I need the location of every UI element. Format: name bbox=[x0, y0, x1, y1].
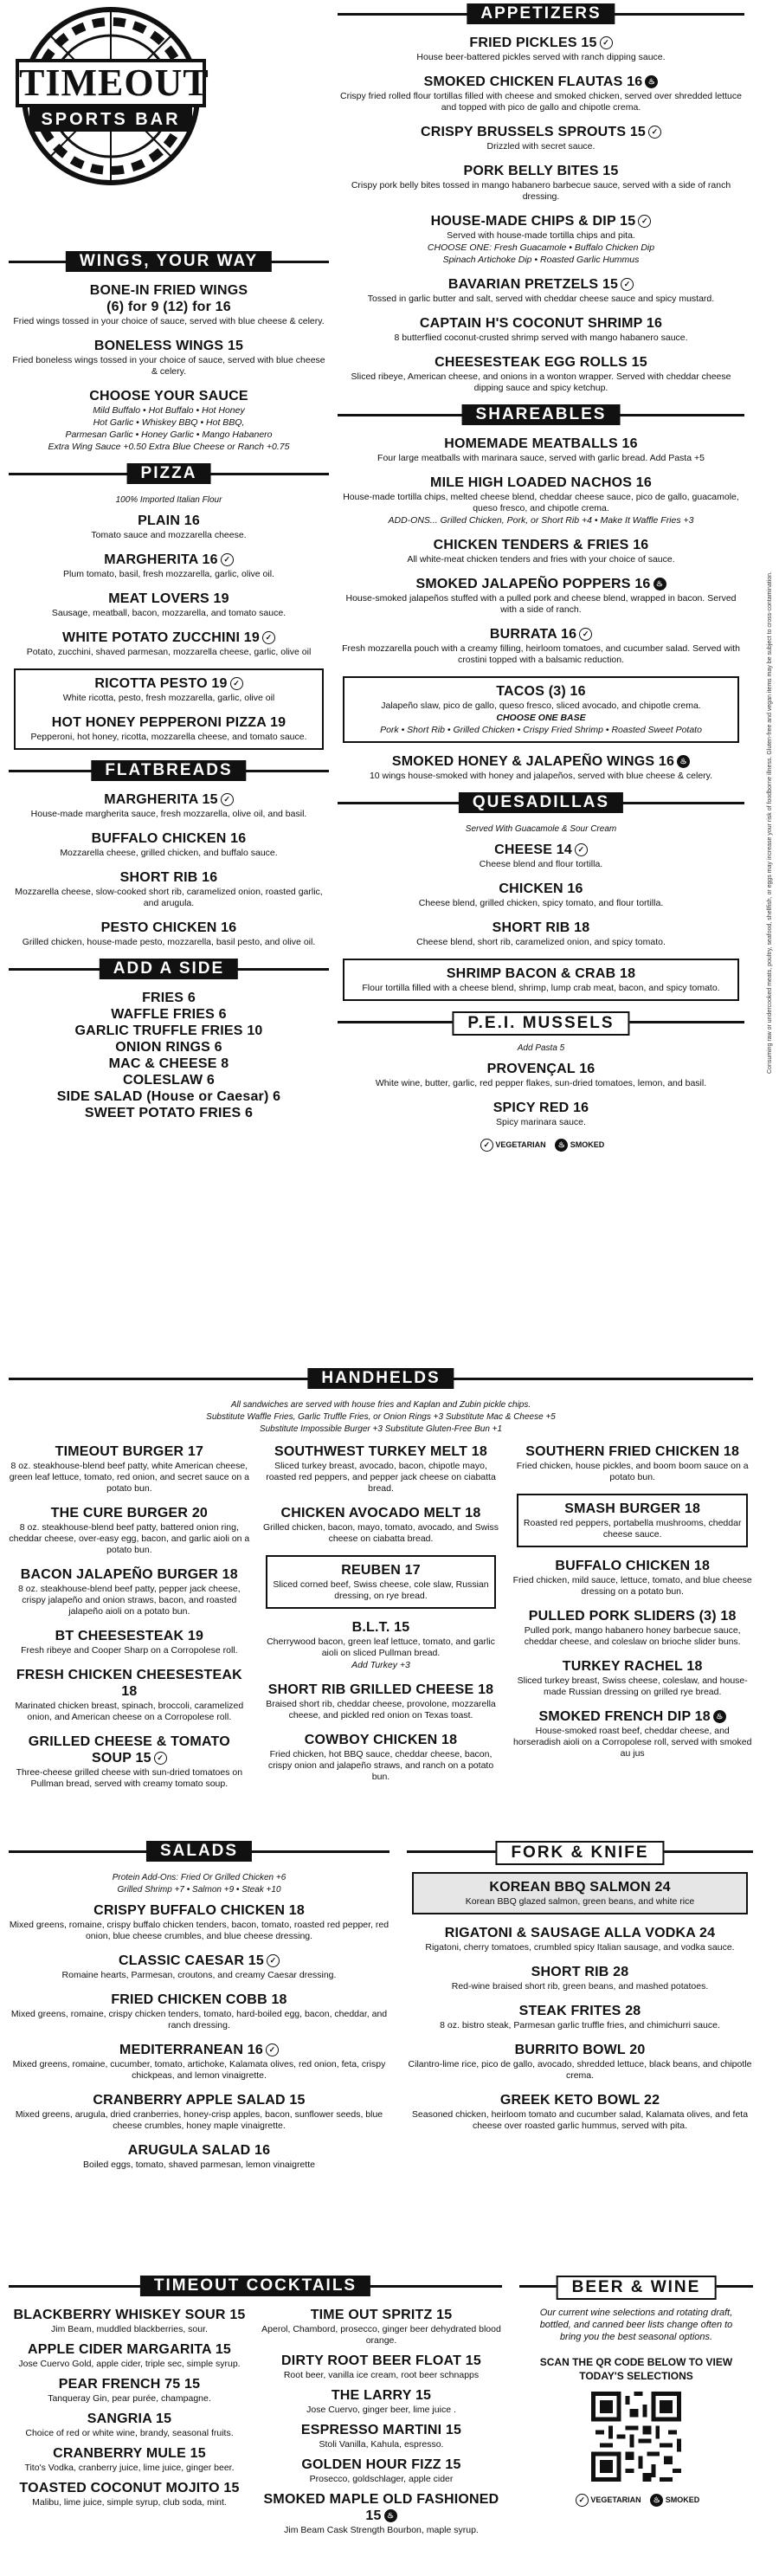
menu-item: PORK BELLY BITES 15 Crispy pork belly bites tossed in mango habanero barbecue sauce, served with a side of ranch dressing. bbox=[351, 164, 731, 202]
menu-item: RICOTTA PESTO 19 ✓ White ricotta, pesto, fresh mozzarella, garlic, olive oil bbox=[62, 676, 275, 703]
menu-item: SHORT RIB 18 Cheese blend, short rib, caramelized onion, and spicy tomato. bbox=[416, 920, 666, 947]
menu-item: BACON JALAPEÑO BURGER 18 8 oz. steakhouse-blend beef patty, pepper jack cheese, crispy jalapeño and onion straws, bacon, and roasted jalapeño aioli on a potato bun. bbox=[18, 1567, 241, 1617]
menu-item: CHICKEN 16 Cheese blend, grilled chicken, spicy tomato, and flour tortilla. bbox=[418, 881, 664, 908]
menu-item: CHEESE 14 ✓ Cheese blend and flour tortilla. bbox=[479, 843, 603, 869]
menu-item: PEAR FRENCH 75 15 Tanqueray Gin, pear purée, champagne. bbox=[48, 2377, 211, 2404]
menu-item: WHITE POTATO ZUCCHINI 19 ✓ Potato, zucchini, shaved parmesan, mozzarella cheese, garlic, olive oil bbox=[26, 630, 312, 657]
vegetarian-icon: ✓ bbox=[262, 631, 275, 644]
menu-item: TIMEOUT BURGER 17 8 oz. steakhouse-blend beef patty, white American cheese, green leaf lettuce, tomato, red onion, and secret sauce on a potato bun. bbox=[9, 1444, 249, 1494]
section-header-salads: SALADS bbox=[9, 1841, 390, 1862]
menu-item: FRIED CHICKEN COBB 18 Mixed greens, romaine, crispy chicken tenders, tomato, hard-boiled egg, bacon, cheddar, and ranch dressing. bbox=[10, 1992, 388, 2030]
menu-item: HOUSE-MADE CHIPS & DIP 15 ✓ Served with house-made tortilla chips and pita. CHOOSE ONE: Fresh Guacamole • Buffalo Chicken Dip Spinach Artichoke Dip • Roasted Garlic Hummus bbox=[427, 214, 655, 265]
menu-item: THE CURE BURGER 20 8 oz. steakhouse-blend beef patty, battered onion ring, cheddar cheese, over-easy egg, bacon, and garlic aioli on a potato bun. bbox=[9, 1506, 250, 1555]
side-item: SIDE SALAD (House or Caesar) 6 bbox=[56, 1089, 281, 1104]
section-header-quesadillas: QUESADILLAS bbox=[338, 792, 744, 813]
vegetarian-icon: ✓ bbox=[154, 1752, 167, 1765]
menu-item: PULLED PORK SLIDERS (3) 18 Pulled pork, mango habanero honey barbecue sauce, cheddar cheese, and coleslaw on brioche slider buns. bbox=[524, 1609, 741, 1647]
side-item: WAFFLE FRIES 6 bbox=[111, 1007, 227, 1022]
logo-subtitle: SPORTS BAR bbox=[29, 107, 192, 132]
featured-box bbox=[517, 1494, 748, 1547]
menu-item: MARGHERITA 15 ✓ House-made margherita sauce, fresh mozzarella, olive oil, and basil. bbox=[30, 792, 307, 819]
menu-item: ESPRESSO MARTINI 15 Stoli Vanilla, Kahula, espresso. bbox=[300, 2423, 462, 2450]
menu-item: RIGATONI & SAUSAGE ALLA VODKA 24 Rigatoni, cherry tomatoes, crumbled spicy Italian sausage, and vodka sauce. bbox=[425, 1926, 735, 1953]
menu-item: BAVARIAN PRETZELS 15 ✓ Tossed in garlic butter and salt, served with cheddar cheese sauce and spicy mustard. bbox=[367, 277, 715, 304]
menu-item: SOUTHWEST TURKEY MELT 18 Sliced turkey breast, avocado, bacon, chipotle mayo, roasted red peppers, and pepper jack cheese on ciabatta bread. bbox=[266, 1444, 496, 1494]
menu-item: REUBEN 17 Sliced corned beef, Swiss cheese, cole slaw, Russian dressing, on rye bread. bbox=[273, 1563, 489, 1601]
menu-item: GRILLED CHEESE & TOMATO SOUP 15 ✓ Three-cheese grilled cheese with sun-dried tomatoes on Pullman bread, served with creamy tomato soup. bbox=[16, 1734, 243, 1789]
menu-item: CHICKEN AVOCADO MELT 18 Grilled chicken, bacon, mayo, tomato, avocado, and Swiss cheese on ciabatta bread. bbox=[263, 1506, 499, 1544]
featured-box bbox=[14, 668, 324, 750]
menu-item: PLAIN 16 Tomato sauce and mozzarella cheese. bbox=[91, 513, 247, 540]
menu-item: SHRIMP BACON & CRAB 18 Flour tortilla filled with a cheese blend, shrimp, lump crab meat, bacon, and spicy tomato. bbox=[362, 966, 720, 993]
section-note: All sandwiches are served with house fries and Kaplan and Zubin pickle chips. bbox=[230, 1400, 531, 1410]
section-note: Substitute Impossible Burger +3 Substitute Gluten-Free Bun +1 bbox=[259, 1424, 503, 1434]
vegetarian-icon: ✓ bbox=[480, 1139, 493, 1152]
vegetarian-icon: ✓ bbox=[230, 677, 243, 690]
vegetarian-icon: ✓ bbox=[621, 278, 634, 291]
menu-item: BLACKBERRY WHISKEY SOUR 15 Jim Beam, muddled blackberries, sour. bbox=[13, 2308, 246, 2334]
section-note: Substitute Waffle Fries, Garlic Truffle Fries, or Onion Rings +3 Substitute Mac & Cheese +5 bbox=[206, 1412, 556, 1422]
smoked-icon: ♨ bbox=[653, 578, 666, 591]
menu-item: BONE-IN FRIED WINGS (6) for 9 (12) for 16 Fried wings tossed in your choice of sauce, served with blue cheese & celery. bbox=[13, 283, 325, 326]
menu-item: BURRITO BOWL 20 Cilantro-lime rice, pico de gallo, avocado, shredded lettuce, black beans, and chipotle crema. bbox=[408, 2043, 752, 2081]
smoked-icon: ♨ bbox=[555, 1139, 568, 1152]
menu-item: CHEESESTEAK EGG ROLLS 15 Sliced ribeye, American cheese, and onions in a wonton wrapper. Served with cheddar cheese dipping sauce and spicy ketchup. bbox=[351, 355, 731, 393]
menu-item: CAPTAIN H'S COCONUT SHRIMP 16 8 butterflied coconut-crusted shrimp served with mango habanero sauce. bbox=[394, 316, 688, 343]
menu-item: SMOKED FRENCH DIP 18 ♨ House-smoked roast beef, cheddar cheese, and horseradish aioli on a Corropolese roll, served with smoked au jus bbox=[512, 1709, 752, 1759]
side-item: ONION RINGS 6 bbox=[115, 1040, 222, 1055]
logo bbox=[16, 5, 209, 187]
menu-item: GREEK KETO BOWL 22 Seasoned chicken, heirloom tomato and cucumber salad, Kalamata olives, and feta cheese over roasted garlic hummus, served with pita. bbox=[411, 2093, 749, 2131]
fork-knife-section bbox=[407, 1834, 753, 2142]
qr-code[interactable] bbox=[591, 2392, 681, 2482]
section-header-flatbreads: FLATBREADS bbox=[9, 760, 329, 781]
vegetarian-icon: ✓ bbox=[600, 36, 613, 49]
menu-item: MILE HIGH LOADED NACHOS 16 House-made tortilla chips, melted cheese blend, cheddar cheese sauce, pico de gallo, guacamole, queso fresco, and chipotle crema. ADD-ONS... Grilled Chicken, Pork, or Short Rib +4 • Make It Waffle Fries +3 bbox=[343, 475, 739, 526]
vegetarian-icon: ✓ bbox=[576, 2494, 589, 2507]
menu-item: CRANBERRY MULE 15 Tito's Vodka, cranberry juice, lime juice, ginger beer. bbox=[24, 2446, 235, 2473]
menu-item: TURKEY RACHEL 18 Sliced turkey breast, Swiss cheese, coleslaw, and house-made Russian dressing on grilled rye bread. bbox=[517, 1659, 748, 1697]
menu-item: TACOS (3) 16 Jalapeño slaw, pico de gallo, queso fresco, sliced avocado, and chipotle crema. CHOOSE ONE BASE Pork • Short Rib • Grilled Chicken • Crispy Fried Shrimp • Roasted Sweet Potato bbox=[380, 684, 702, 735]
side-item: FRIES 6 bbox=[142, 991, 196, 1005]
menu-item: CHOOSE YOUR SAUCE Mild Buffalo • Hot Buffalo • Hot Honey Hot Garlic • Whiskey BBQ • Hot BBQ, Parmesan Garlic • Honey Garlic • Mango Habanero Extra Wing Sauce +0.50 Extra Blue Cheese or Ranch +0.75 bbox=[48, 389, 290, 452]
beer-wine-text: Our current wine selections and rotating draft, bottled, and canned beer lists change often to bring you the best seasonal options. bbox=[539, 2308, 733, 2342]
menu-item: SOUTHERN FRIED CHICKEN 18 Fried chicken, house pickles, and boom boom sauce on a potato bun. bbox=[516, 1444, 749, 1482]
menu-item: SPICY RED 16 Spicy marinara sauce. bbox=[493, 1101, 589, 1127]
section-note: Add Pasta 5 bbox=[517, 1043, 565, 1053]
menu-item: HOT HONEY PEPPERONI PIZZA 19 Pepperoni, hot honey, ricotta, mozzarella cheese, and tomato sauce. bbox=[30, 715, 307, 742]
vegetarian-icon: ✓ bbox=[648, 126, 661, 139]
vegetarian-icon: ✓ bbox=[266, 2043, 279, 2056]
legend: ✓ VEGETARIAN ♨ SMOKED bbox=[519, 2494, 753, 2507]
menu-item: B.L.T. 15 Cherrywood bacon, green leaf lettuce, tomato, and garlic aioli on sliced Pullman bread. Add Turkey +3 bbox=[267, 1620, 495, 1670]
smoked-icon: ♨ bbox=[713, 1710, 726, 1723]
section-header-fork-knife: FORK & KNIFE bbox=[407, 1841, 753, 1862]
menu-item: STEAK FRITES 28 8 oz. bistro steak, Parmesan garlic truffle fries, and chimichurri sauce. bbox=[440, 2004, 720, 2030]
side-item: MAC & CHEESE 8 bbox=[108, 1056, 229, 1071]
cocktails-col-1 bbox=[9, 2307, 250, 2542]
side-item: SWEET POTATO FRIES 6 bbox=[84, 1106, 254, 1120]
menu-item: DIRTY ROOT BEER FLOAT 15 Root beer, vanilla ice cream, root beer schnapps bbox=[281, 2353, 481, 2380]
section-note: Protein Add-Ons: Fried Or Grilled Chicken +6 bbox=[112, 1873, 286, 1882]
vegetarian-icon: ✓ bbox=[575, 843, 588, 856]
menu-item: FRIED PICKLES 15 ✓ House beer-battered pickles served with ranch dipping sauce. bbox=[416, 36, 666, 62]
allergen-notice: Consuming raw or undercooked meats, poultry, seafood, shellfish, or eggs may increase your risk of foodborne illness. Gluten-free and vegan items may be subject to cross-contamination. bbox=[767, 571, 773, 1074]
section-header-shareables: SHAREABLES bbox=[338, 404, 744, 425]
salads-section bbox=[9, 1834, 390, 2181]
section-note: Served With Guacamole & Sour Cream bbox=[465, 824, 617, 834]
menu-item: SMOKED MAPLE OLD FASHIONED 15 ♨ Jim Beam Cask Strength Bourbon, maple syrup. bbox=[263, 2492, 499, 2535]
featured-box bbox=[412, 1872, 748, 1914]
vegetarian-icon: ✓ bbox=[221, 553, 234, 566]
menu-item: COWBOY CHICKEN 18 Fried chicken, hot BBQ sauce, cheddar cheese, bacon, crispy onion and jalapeño straws, and ranch on a potato bun. bbox=[267, 1733, 494, 1782]
menu-item: CHICKEN TENDERS & FRIES 16 All white-meat chicken tenders and fries with your choice of sauce. bbox=[407, 538, 675, 565]
menu-item: SMOKED CHICKEN FLAUTAS 16 ♨ Crispy fried rolled flour tortillas filled with cheese and smoked chicken, served over shredded lettuce and topped with pico de gallo and chipotle crema. bbox=[340, 74, 742, 113]
handhelds-col-2 bbox=[261, 1443, 502, 1800]
section-note: Grilled Shrimp +7 • Salmon +9 • Steak +10 bbox=[117, 1885, 281, 1895]
menu-item: HOMEMADE MEATBALLS 16 Four large meatballs with marinara sauce, served with garlic bread. Add Pasta +5 bbox=[377, 436, 705, 463]
side-list bbox=[9, 990, 329, 1121]
menu-item: SHORT RIB 16 Mozzarella cheese, slow-cooked short rib, caramelized onion, roasted garlic, and arugula. bbox=[15, 870, 323, 908]
featured-box bbox=[266, 1555, 497, 1609]
cocktails-col-2 bbox=[261, 2307, 502, 2542]
handhelds-col-1 bbox=[9, 1443, 250, 1800]
section-header-mussels: P.E.I. MUSSELS bbox=[338, 1011, 744, 1032]
menu-item: BURRATA 16 ✓ Fresh mozzarella pouch with a creamy filling, heirloom tomatoes, and cucumber salad. Served with crostini topped with a balsamic reduction. bbox=[342, 627, 740, 665]
menu-item: KOREAN BBQ SALMON 24 Korean BBQ glazed salmon, green beans, and white rice bbox=[465, 1880, 695, 1907]
vegetarian-icon: ✓ bbox=[638, 215, 651, 228]
menu-item: BONELESS WINGS 15 Fried boneless wings tossed in your choice of sauce, served with blue cheese & celery. bbox=[12, 339, 325, 377]
menu-item: SMASH BURGER 18 Roasted red peppers, portabella mushrooms, cheddar cheese sauce. bbox=[523, 1501, 742, 1540]
side-item: COLESLAW 6 bbox=[122, 1073, 215, 1088]
menu-item: MEAT LOVERS 19 Sausage, meatball, bacon, mozzarella, and tomato sauce. bbox=[51, 591, 286, 618]
section-header-handhelds: HANDHELDS bbox=[9, 1368, 753, 1389]
vegetarian-icon: ✓ bbox=[267, 1954, 280, 1967]
smoked-icon: ♨ bbox=[384, 2509, 397, 2522]
menu-item: SHORT RIB GRILLED CHEESE 18 Braised short rib, cheddar cheese, provolone, mozzarella cheese, and pickled red onion on Texas toast. bbox=[266, 1682, 496, 1721]
smoked-icon: ♨ bbox=[645, 75, 658, 88]
menu-item: PROVENÇAL 16 White wine, butter, garlic, red pepper flakes, sun-dried tomatoes, lemon, and basil. bbox=[375, 1062, 707, 1088]
smoked-icon: ♨ bbox=[677, 755, 690, 768]
logo-title: TIMEOUT bbox=[16, 59, 206, 107]
legend: ✓ VEGETARIAN ♨ SMOKED bbox=[338, 1139, 744, 1152]
section-header-cocktails: TIMEOUT COCKTAILS bbox=[9, 2276, 502, 2296]
menu-item: TOASTED COCONUT MOJITO 15 Malibu, lime juice, simple syrup, club soda, mint. bbox=[19, 2481, 240, 2508]
handhelds-col-3 bbox=[512, 1443, 753, 1800]
menu-item: TIME OUT SPRITZ 15 Aperol, Chambord, prosecco, ginger beer dehydrated blood orange. bbox=[261, 2308, 501, 2346]
side-item: GARLIC TRUFFLE FRIES 10 bbox=[74, 1023, 263, 1038]
menu-item: MARGHERITA 16 ✓ Plum tomato, basil, fresh mozzarella, garlic, olive oil. bbox=[63, 552, 274, 579]
handhelds-section bbox=[9, 1361, 753, 1800]
vegetarian-icon: ✓ bbox=[579, 628, 592, 641]
section-header-sides: ADD A SIDE bbox=[9, 959, 329, 979]
featured-box bbox=[343, 959, 739, 1001]
menu-item: MEDITERRANEAN 16 ✓ Mixed greens, romaine, cucumber, tomato, artichoke, Kalamata olives, red onion, feta, crispy chickpeas, and lemon vinaigrette. bbox=[12, 2043, 386, 2081]
menu-item: PESTO CHICKEN 16 Grilled chicken, house-made pesto, mozzarella, basil pesto, and olive oil. bbox=[22, 920, 316, 947]
section-header-wings: WINGS, YOUR WAY bbox=[9, 251, 329, 272]
menu-item: APPLE CIDER MARGARITA 15 Jose Cuervo Gold, apple cider, triple sec, simple syrup. bbox=[18, 2342, 241, 2369]
menu-item: GOLDEN HOUR FIZZ 15 Prosecco, goldschlager, apple cider bbox=[301, 2457, 461, 2484]
section-header-pizza: PIZZA bbox=[9, 463, 329, 484]
menu-item: CLASSIC CAESAR 15 ✓ Romaine hearts, Parmesan, croutons, and creamy Caesar dressing. bbox=[61, 1953, 337, 1980]
menu-item: FRESH CHICKEN CHEESESTEAK 18 Marinated chicken breast, spinach, broccoli, caramelized onion, and American cheese on a Corropolese roll. bbox=[15, 1668, 244, 1722]
menu-item: SHORT RIB 28 Red-wine braised short rib, green beans, and mashed potatoes. bbox=[451, 1965, 709, 1992]
menu-item: BUFFALO CHICKEN 18 Fried chicken, mild sauce, lettuce, tomato, and blue cheese dressing on a potato bun. bbox=[512, 1559, 752, 1597]
menu-item: SMOKED HONEY & JALAPEÑO WINGS 16 ♨ 10 wings house-smoked with honey and jalapeños, served with blue cheese & celery. bbox=[369, 754, 713, 781]
vegetarian-icon: ✓ bbox=[221, 793, 234, 806]
beer-wine-section bbox=[519, 2269, 753, 2507]
smoked-icon: ♨ bbox=[650, 2494, 663, 2507]
cocktails-section bbox=[9, 2269, 502, 2542]
menu-item: CRISPY BRUSSELS SPROUTS 15 ✓ Drizzled with secret sauce. bbox=[338, 124, 744, 152]
featured-box bbox=[343, 676, 739, 743]
menu-item: BUFFALO CHICKEN 16 Mozzarella cheese, grilled chicken, and buffalo sauce. bbox=[60, 831, 278, 858]
section-note: 100% Imported Italian Flour bbox=[115, 495, 222, 505]
qr-instruction: SCAN THE QR CODE BELOW TO VIEW TODAY'S SELECTIONS bbox=[539, 2356, 733, 2382]
left-column bbox=[9, 244, 329, 1121]
section-header-beer-wine: BEER & WINE bbox=[519, 2276, 753, 2296]
menu-item: SMOKED JALAPEÑO POPPERS 16 ♨ House-smoked jalapeños stuffed with a pulled pork and cheese blend, wrapped in bacon. Served with a side of ranch. bbox=[345, 577, 737, 615]
menu-item: ARUGULA SALAD 16 Boiled eggs, tomato, shaved parmesan, lemon vinaigrette bbox=[83, 2143, 315, 2170]
menu-item: SANGRIA 15 Choice of red or white wine, brandy, seasonal fruits. bbox=[25, 2411, 234, 2438]
menu-item: CRISPY BUFFALO CHICKEN 18 Mixed greens, romaine, crispy buffalo chicken tenders, bacon, tomato, roasted red pepper, red onion, blue cheese crumbles, and blue cheese dressing. bbox=[9, 1903, 390, 1941]
menu-item: THE LARRY 15 Jose Cuervo, ginger beer, lime juice . bbox=[306, 2388, 456, 2415]
menu-item: CRANBERRY APPLE SALAD 15 Mixed greens, arugula, dried cranberries, honey-crisp apples, bacon, sunflower seeds, blue cheese crumbles, honey maple vinaigrette. bbox=[15, 2093, 383, 2131]
right-column bbox=[338, 3, 744, 1152]
section-header-appetizers: APPETIZERS bbox=[338, 3, 744, 24]
menu-item: BT CHEESESTEAK 19 Fresh ribeye and Cooper Sharp on a Corropolese roll. bbox=[21, 1629, 238, 1656]
